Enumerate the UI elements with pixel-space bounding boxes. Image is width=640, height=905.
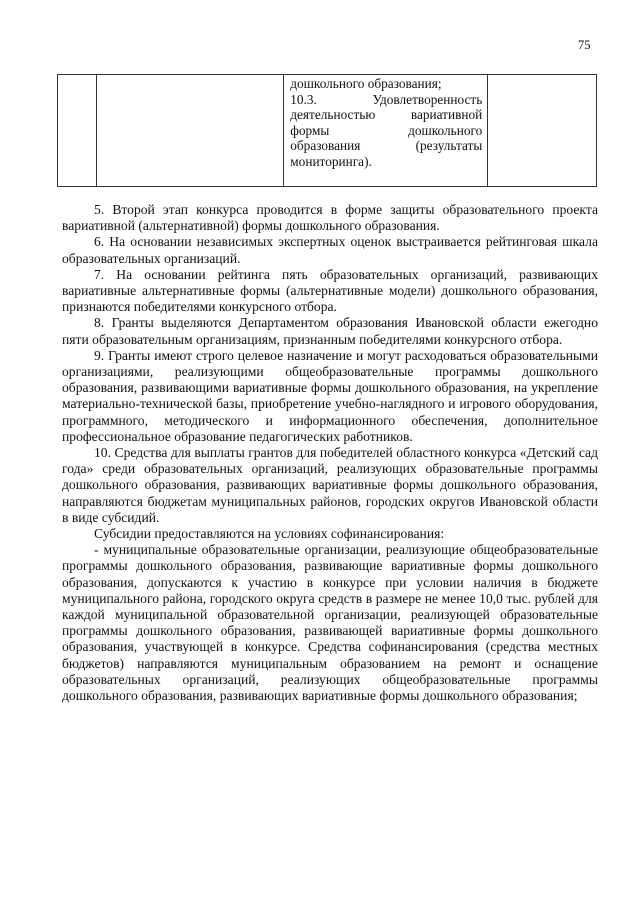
table-row: [58, 75, 597, 187]
continued-table: [57, 74, 597, 187]
paragraph-cofinancing-item: - муниципальные образовательные организации, реализующие общеобразовательные программы дошкольного образования, развивающие вариативные формы дошкольного образования, допускаются к участию в конкурсе при условии наличия в бюджете муниципального района, городского округа средств в размере не менее 10,0 тыс. рублей для каждой муниципальной образовательной организации, реализующей образовательные программы дошкольного образования, развивающей вариативные формы дошкольного образования, участвующей в конкурсе. Средства софинансирования (средства местных бюджетов) направляются муниципальным образованием на ремонт и оснащение образовательных организаций, реализующих общеобразовательные программы дошкольного образования, развивающих вариативные формы дошкольного образования;: [62, 542, 598, 704]
paragraph-subsidies: Субсидии предоставляются на условиях софинансирования:: [94, 526, 445, 542]
criteria-line: образования (результаты: [290, 138, 483, 154]
paragraph-8: 8. Гранты выделяются Департаментом образования Ивановской области ежегодно пяти образовательным организациям, признанным победителями конкурсного отбора.: [62, 315, 598, 347]
criteria-line: формы дошкольного: [290, 122, 483, 138]
table-cell-empty-2: [96, 75, 284, 187]
table-cell-empty-1: [58, 75, 97, 187]
criteria-text: [284, 75, 487, 174]
criteria-line: дошкольного образования;: [290, 76, 442, 91]
table-cell-empty-4: [488, 75, 597, 187]
criteria-line: 10.3. Удовлетворенность: [290, 91, 483, 107]
page-number: 75: [578, 38, 591, 52]
criteria-line: деятельностью вариативной: [290, 107, 483, 123]
table-cell-criteria: [284, 75, 488, 187]
paragraph-9: 9. Гранты имеют строго целевое назначение и могут расходоваться образовательными организациями, реализующими общеобразовательные программы дошкольного образования, развивающими вариативные формы дошкольного образования, на укрепление материально-технической базы, приобретение учебно-наглядного и игрового оборудования, программного, методического и информационного обеспечения, дополнительное профессиональное образование педагогических работников.: [62, 347, 598, 444]
paragraph-10: 10. Средства для выплаты грантов для победителей областного конкурса «Детский сад года» среди образовательных организаций, реализующих образовательные программы дошкольного образования, развивающих вариативные формы дошкольного образования, направляются бюджетам муниципальных районов, городских округов Ивановской области в виде субсидий.: [62, 445, 598, 525]
paragraph-5: 5. Второй этап конкурса проводится в форме защиты образовательного проекта вариативной (альтернативной) формы дошкольного образования.: [62, 202, 598, 234]
body-text: [62, 202, 598, 704]
criteria-line: мониторинга).: [290, 153, 372, 169]
paragraph-6: 6. На основании независимых экспертных оценок выстраивается рейтинговая шкала образовательных организаций.: [62, 234, 598, 266]
paragraph-7: 7. На основании рейтинга пять образовательных организаций, развивающих вариативные альтернативные формы (альтернативные модели) дошкольного образования, признаются победителями конкурсного отбора.: [62, 266, 598, 315]
